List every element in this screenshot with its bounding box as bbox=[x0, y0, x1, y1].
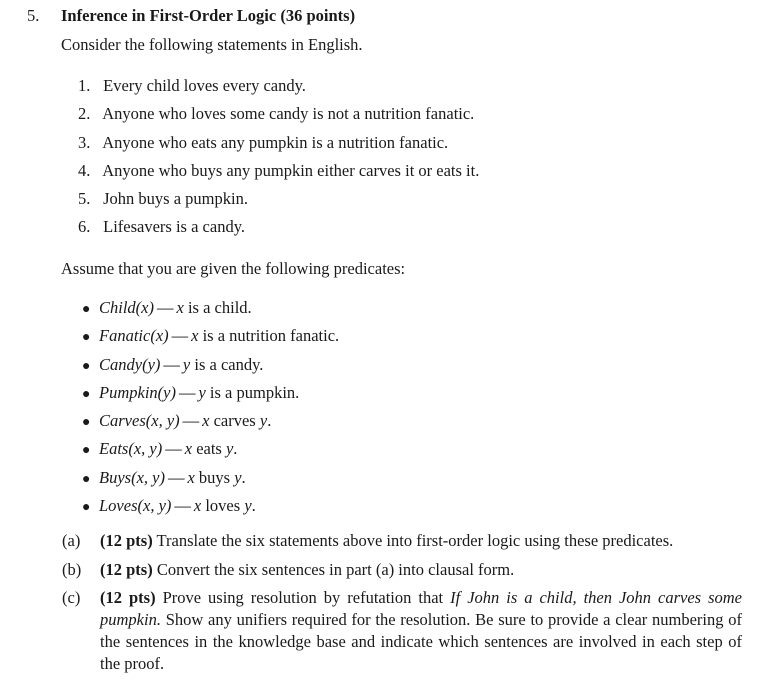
part-a bbox=[62, 530, 742, 552]
predicate-description: buys bbox=[194, 467, 235, 487]
predicate-end: . bbox=[241, 467, 246, 487]
dash-separator: — bbox=[167, 467, 185, 487]
predicate-description: eats bbox=[192, 439, 226, 459]
part-text-before: Prove using resolution by refutation that bbox=[155, 588, 451, 607]
dash-separator: — bbox=[174, 496, 191, 516]
statement-text: Every child loves every candy. bbox=[103, 76, 306, 95]
statement-item bbox=[78, 213, 479, 241]
part-emphasis: If John is a child, then John carves some pumpkin. bbox=[100, 588, 743, 629]
statement-list bbox=[78, 72, 479, 242]
predicate-signature: Loves(x, y) bbox=[99, 496, 172, 516]
predicate-end: . bbox=[233, 439, 238, 459]
statement-text: Anyone who loves some candy is not a nutrition fanatic. bbox=[102, 104, 475, 124]
statement-item bbox=[78, 157, 479, 185]
bullet-icon: ● bbox=[82, 443, 91, 459]
predicate-description: is a candy. bbox=[190, 354, 264, 374]
part-b bbox=[62, 559, 742, 581]
assume-text: Assume that you are given the following predicates: bbox=[61, 259, 406, 278]
predicate-item bbox=[82, 492, 339, 520]
bullet-icon: ● bbox=[82, 415, 91, 431]
predicate-signature: Child(x) bbox=[99, 298, 154, 317]
predicate-item bbox=[82, 351, 339, 379]
predicate-signature: Pumpkin(y) bbox=[99, 382, 176, 402]
part-text-after: Show any unifiers required for the resolution. Be sure to provide a clear numbering of the sentences in the knowledge base and indicate which sentences are involved in each step of the proof. bbox=[100, 610, 742, 673]
predicate-end: . bbox=[251, 496, 256, 516]
dash-separator: — bbox=[182, 411, 200, 431]
part-label: (c) bbox=[62, 588, 81, 607]
statement-item bbox=[78, 185, 479, 213]
predicate-item bbox=[82, 464, 339, 492]
predicate-variable: x bbox=[187, 467, 195, 487]
predicate-list bbox=[82, 294, 339, 520]
statement-number: 5. bbox=[78, 189, 91, 209]
predicate-variable: x bbox=[202, 411, 210, 431]
predicate-item bbox=[82, 379, 339, 407]
predicate-description: is a child. bbox=[183, 298, 252, 317]
statement-number: 4. bbox=[78, 160, 91, 180]
statement-number: 1. bbox=[78, 76, 91, 95]
statement-number: 3. bbox=[78, 132, 91, 152]
dash-separator: — bbox=[165, 439, 182, 459]
bullet-icon: ● bbox=[82, 358, 91, 374]
statement-item bbox=[78, 129, 479, 157]
statement-number: 6. bbox=[78, 217, 91, 237]
question-heading bbox=[27, 6, 355, 26]
predicate-signature: Buys(x, y) bbox=[99, 467, 165, 487]
statement-item bbox=[78, 100, 479, 128]
part-label: (a) bbox=[62, 531, 81, 550]
predicate-variable: x bbox=[176, 298, 184, 317]
dash-separator: — bbox=[163, 354, 180, 374]
predicate-description: carves bbox=[209, 411, 260, 431]
intro-text: Consider the following statements in English. bbox=[61, 35, 363, 54]
question-number: 5. bbox=[27, 6, 40, 25]
statement-text: Lifesavers is a candy. bbox=[103, 217, 245, 237]
statement-text: Anyone who eats any pumpkin is a nutrition fanatic. bbox=[102, 132, 449, 152]
bullet-icon: ● bbox=[82, 500, 91, 516]
part-points: (12 pts) bbox=[100, 588, 156, 607]
statement-text: Anyone who buys any pumpkin either carves it or eats it. bbox=[102, 160, 480, 180]
part-points: (12 pts) bbox=[100, 531, 153, 550]
statement-number: 2. bbox=[78, 104, 91, 124]
predicate-item bbox=[82, 407, 339, 435]
bullet-icon: ● bbox=[82, 386, 91, 402]
bullet-icon: ● bbox=[82, 471, 91, 487]
predicate-variable: x bbox=[193, 496, 202, 516]
part-c bbox=[62, 587, 742, 675]
predicate-item bbox=[82, 322, 339, 350]
bullet-icon: ● bbox=[82, 330, 91, 346]
predicate-description: is a nutrition fanatic. bbox=[198, 326, 340, 346]
predicate-variable: x bbox=[184, 439, 193, 459]
predicate-variable: y bbox=[198, 382, 206, 402]
predicate-signature: Candy(y) bbox=[99, 354, 161, 374]
part-label: (b) bbox=[62, 559, 82, 579]
statement-text: John buys a pumpkin. bbox=[103, 189, 248, 209]
predicate-item bbox=[82, 294, 339, 322]
predicate-variable: y bbox=[182, 354, 191, 374]
predicate-variable: x bbox=[191, 326, 199, 346]
predicate-signature: Eats(x, y) bbox=[99, 439, 163, 459]
dash-separator: — bbox=[178, 382, 196, 402]
predicate-description: is a pumpkin. bbox=[205, 382, 300, 402]
question-title: Inference in First-Order Logic (36 points) bbox=[61, 6, 356, 25]
predicate-object: y bbox=[259, 411, 268, 431]
predicate-object: y bbox=[234, 467, 242, 487]
predicate-end: . bbox=[267, 411, 272, 431]
dash-separator: — bbox=[171, 326, 189, 346]
predicate-object: y bbox=[244, 496, 252, 516]
bullet-icon: ● bbox=[82, 302, 91, 317]
predicate-object: y bbox=[225, 439, 234, 459]
part-text: Translate the six statements above into first-order logic using these predicates. bbox=[152, 531, 674, 550]
predicate-signature: Fanatic(x) bbox=[99, 326, 169, 346]
part-text: Convert the six sentences in part (a) into clausal form. bbox=[152, 559, 515, 579]
predicate-description: loves bbox=[201, 496, 245, 516]
predicate-item bbox=[82, 435, 339, 463]
part-points: (12 pts) bbox=[100, 559, 153, 579]
statement-item bbox=[78, 72, 479, 100]
parts-list bbox=[62, 530, 742, 682]
predicate-signature: Carves(x, y) bbox=[99, 411, 180, 431]
dash-separator: — bbox=[157, 298, 174, 317]
